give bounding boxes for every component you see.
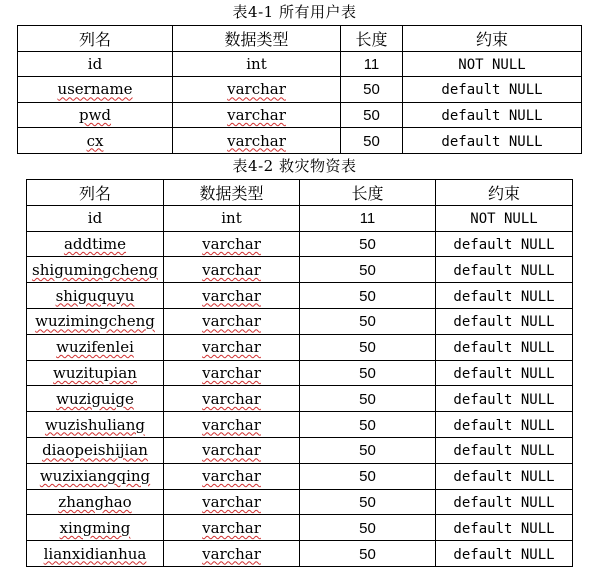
cell-column-name — [27, 283, 164, 309]
cell-constraint-text: default NULL — [453, 494, 555, 511]
cell-length-text: 50 — [359, 519, 376, 537]
cell-data-type-text: int — [221, 209, 242, 228]
cell-column-name-text: addtime — [63, 234, 127, 253]
cell-data-type-text: varchar — [202, 544, 261, 563]
cell-length — [300, 541, 436, 567]
cell-length — [300, 437, 436, 463]
cell-constraint-text: default NULL — [453, 314, 555, 331]
table-row — [27, 541, 573, 567]
cell-column-name-text: pwd — [78, 106, 112, 125]
cell-column-name-text: zhanghao — [58, 492, 132, 511]
table-row — [18, 51, 582, 77]
cell-data-type-text: varchar — [227, 80, 286, 99]
cell-constraint — [436, 283, 573, 309]
cell-length — [341, 128, 403, 154]
cell-length — [300, 308, 436, 334]
cell-data-type-text: varchar — [227, 106, 286, 125]
cell-data-type — [173, 51, 341, 77]
cell-length-text: 50 — [359, 468, 376, 486]
cell-data-type — [164, 437, 300, 463]
cell-constraint-text: default NULL — [453, 469, 555, 486]
cell-constraint-text: default NULL — [453, 288, 555, 305]
cell-column-name-text: shigumingcheng — [32, 260, 158, 279]
cell-data-type — [164, 257, 300, 283]
cell-data-type-text: varchar — [202, 441, 261, 460]
column-header: 数据类型 — [164, 180, 300, 206]
cell-constraint — [403, 77, 582, 103]
cell-constraint — [403, 128, 582, 154]
cell-length — [300, 489, 436, 515]
cell-length-text: 50 — [359, 313, 376, 331]
cell-constraint — [436, 489, 573, 515]
cell-length-text: 50 — [359, 235, 376, 253]
cell-constraint — [436, 257, 573, 283]
cell-data-type — [164, 463, 300, 489]
cell-constraint — [436, 541, 573, 567]
cell-constraint-text: default NULL — [453, 417, 555, 434]
cell-column-name-text: username — [57, 80, 133, 99]
cell-column-name-text: wuzixiangqing — [39, 467, 151, 486]
column-header: 数据类型 — [173, 26, 341, 52]
cell-length — [300, 205, 436, 231]
cell-column-name-text: cx — [86, 131, 104, 150]
cell-constraint-text: default NULL — [453, 546, 555, 563]
cell-constraint-text: default NULL — [453, 520, 555, 537]
cell-length — [300, 515, 436, 541]
cell-data-type — [164, 308, 300, 334]
cell-length — [300, 386, 436, 412]
cell-constraint-text: default NULL — [441, 133, 543, 150]
cell-constraint-text: default NULL — [453, 262, 555, 279]
table-row — [27, 360, 573, 386]
cell-column-name — [27, 360, 164, 386]
column-header: 列名 — [18, 26, 173, 52]
cell-column-name — [27, 489, 164, 515]
cell-constraint — [436, 437, 573, 463]
cell-data-type — [173, 77, 341, 103]
cell-data-type-text: varchar — [227, 131, 286, 150]
cell-length — [300, 360, 436, 386]
cell-constraint-text: default NULL — [441, 82, 543, 99]
cell-length-text: 50 — [363, 132, 380, 150]
users-table — [17, 25, 582, 154]
cell-data-type — [164, 412, 300, 438]
cell-constraint-text: default NULL — [453, 340, 555, 357]
cell-column-name-text: wuzimingcheng — [35, 312, 155, 331]
cell-length — [300, 231, 436, 257]
table-caption: 表4-1 所有用户表 — [232, 3, 357, 21]
cell-constraint — [436, 231, 573, 257]
cell-column-name-text: diaopeishijian — [42, 441, 148, 460]
table-caption: 表4-2 救灾物资表 — [232, 157, 357, 175]
cell-column-name — [18, 102, 173, 128]
cell-constraint-text: default NULL — [453, 391, 555, 408]
cell-data-type — [173, 102, 341, 128]
cell-data-type-text: varchar — [202, 467, 261, 486]
cell-column-name — [27, 308, 164, 334]
cell-column-name-text: wuzitupian — [53, 363, 137, 382]
cell-length — [300, 257, 436, 283]
cell-constraint-text: default NULL — [453, 443, 555, 460]
cell-column-name — [27, 231, 164, 257]
table-row — [27, 308, 573, 334]
table-header-row — [18, 26, 582, 52]
table-row — [27, 515, 573, 541]
cell-column-name — [18, 128, 173, 154]
cell-column-name — [18, 77, 173, 103]
cell-data-type — [164, 515, 300, 541]
cell-constraint — [436, 360, 573, 386]
cell-data-type-text: varchar — [202, 286, 261, 305]
cell-constraint — [403, 102, 582, 128]
table-row — [27, 283, 573, 309]
cell-data-type — [164, 231, 300, 257]
cell-constraint-text: NOT NULL — [470, 211, 538, 228]
cell-constraint — [436, 412, 573, 438]
cell-length — [300, 463, 436, 489]
cell-data-type — [164, 205, 300, 231]
cell-length-text: 50 — [359, 261, 376, 279]
cell-length-text: 50 — [363, 81, 380, 99]
cell-length-text: 11 — [359, 210, 376, 228]
cell-length-text: 50 — [359, 493, 376, 511]
cell-length-text: 50 — [363, 107, 380, 125]
table-header-row — [27, 180, 573, 206]
cell-length — [300, 412, 436, 438]
cell-length-text: 50 — [359, 416, 376, 434]
cell-data-type — [164, 360, 300, 386]
cell-constraint-text: default NULL — [441, 108, 543, 125]
cell-column-name-text: id — [87, 54, 103, 73]
cell-column-name — [18, 51, 173, 77]
cell-length-text: 50 — [359, 545, 376, 563]
column-header: 列名 — [27, 180, 164, 206]
cell-length-text: 11 — [363, 55, 380, 73]
cell-column-name — [27, 205, 164, 231]
cell-length-text: 50 — [359, 442, 376, 460]
cell-data-type — [173, 128, 341, 154]
cell-data-type-text: varchar — [202, 312, 261, 331]
table-row — [27, 412, 573, 438]
cell-column-name — [27, 412, 164, 438]
cell-constraint — [403, 51, 582, 77]
cell-data-type-text: varchar — [202, 415, 261, 434]
cell-constraint — [436, 205, 573, 231]
cell-data-type — [164, 283, 300, 309]
cell-column-name — [27, 515, 164, 541]
cell-column-name-text: id — [87, 209, 103, 228]
cell-column-name-text: lianxidianhua — [43, 544, 147, 563]
table-row — [27, 463, 573, 489]
cell-length — [300, 283, 436, 309]
cell-data-type-text: varchar — [202, 338, 261, 357]
cell-column-name-text: xingming — [59, 518, 131, 537]
cell-constraint — [436, 334, 573, 360]
column-header: 约束 — [436, 180, 573, 206]
cell-data-type — [164, 334, 300, 360]
table-row — [18, 102, 582, 128]
cell-column-name — [27, 386, 164, 412]
cell-column-name — [27, 257, 164, 283]
table-row — [18, 77, 582, 103]
column-header: 约束 — [403, 26, 582, 52]
cell-data-type-text: varchar — [202, 260, 261, 279]
cell-column-name-text: wuzishuliang — [44, 415, 146, 434]
table-row — [27, 257, 573, 283]
cell-constraint — [436, 515, 573, 541]
cell-data-type — [164, 541, 300, 567]
cell-data-type-text: varchar — [202, 492, 261, 511]
table-row — [27, 205, 573, 231]
cell-data-type-text: varchar — [202, 518, 261, 537]
table-row — [27, 437, 573, 463]
column-header: 长度 — [300, 180, 436, 206]
table-row — [27, 334, 573, 360]
cell-length-text: 50 — [359, 390, 376, 408]
cell-column-name — [27, 437, 164, 463]
cell-constraint — [436, 308, 573, 334]
cell-column-name — [27, 541, 164, 567]
cell-column-name-text: wuzifenlei — [56, 338, 134, 357]
table-row — [18, 128, 582, 154]
cell-data-type-text: varchar — [202, 234, 261, 253]
relief-supplies-table — [26, 179, 573, 567]
cell-column-name-text: shiguquyu — [55, 286, 135, 305]
table-row — [27, 386, 573, 412]
cell-data-type-text: varchar — [202, 363, 261, 382]
cell-data-type-text: int — [246, 54, 267, 73]
cell-data-type — [164, 489, 300, 515]
column-header: 长度 — [341, 26, 403, 52]
cell-length-text: 50 — [359, 287, 376, 305]
cell-column-name-text: wuziguige — [56, 389, 134, 408]
cell-constraint — [436, 463, 573, 489]
cell-length — [300, 334, 436, 360]
cell-constraint-text: default NULL — [453, 365, 555, 382]
table-row — [27, 231, 573, 257]
cell-constraint-text: default NULL — [453, 236, 555, 253]
cell-length — [341, 102, 403, 128]
cell-constraint — [436, 386, 573, 412]
cell-column-name — [27, 334, 164, 360]
cell-constraint-text: NOT NULL — [458, 56, 526, 73]
cell-length-text: 50 — [359, 364, 376, 382]
cell-length-text: 50 — [359, 339, 376, 357]
cell-data-type-text: varchar — [202, 389, 261, 408]
cell-data-type — [164, 386, 300, 412]
cell-length — [341, 51, 403, 77]
cell-column-name — [27, 463, 164, 489]
cell-length — [341, 77, 403, 103]
table-row — [27, 489, 573, 515]
